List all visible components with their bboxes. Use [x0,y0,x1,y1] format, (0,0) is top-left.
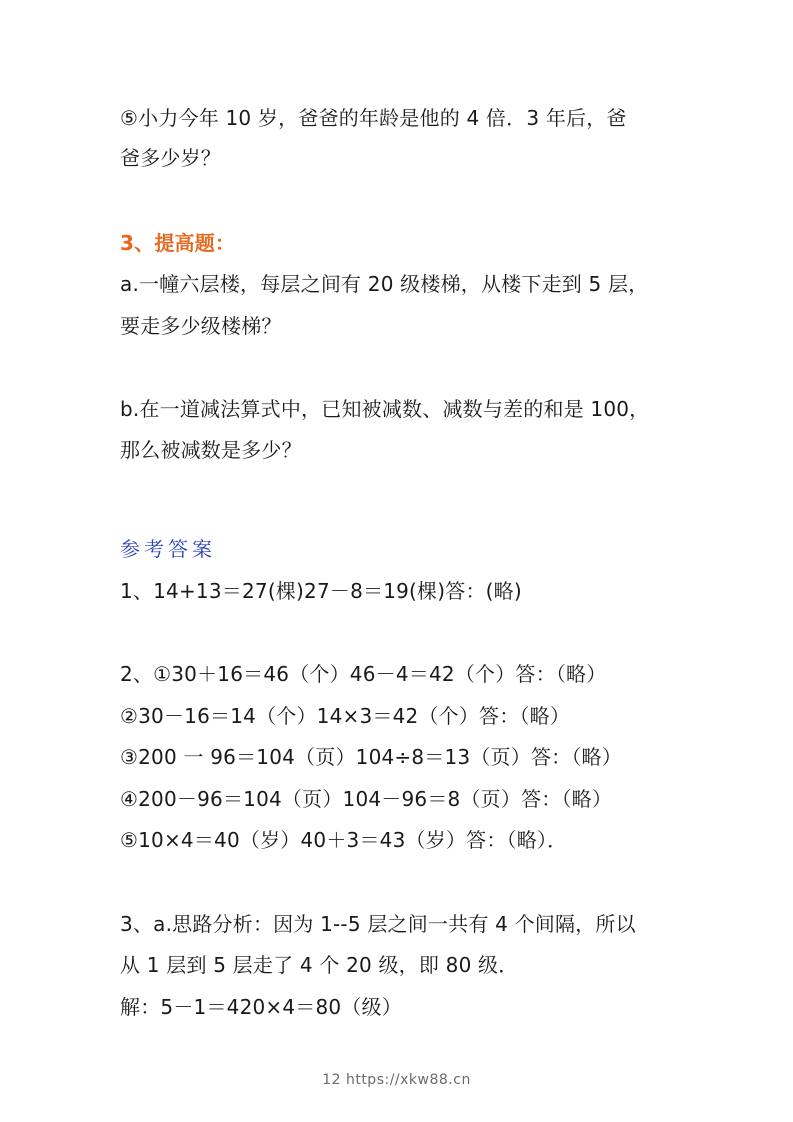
answer-1: 1、14+13＝27(棵)27－8＝19(棵)答：(略) [120,579,522,603]
page-footer: 12 https://xkw88.cn [322,1072,471,1088]
question-3b-line-2: 那么被减数是多少？ [120,438,302,462]
answer-2-1: 2、①30＋16＝46（个）46－4＝42（个）答：（略） [120,662,607,686]
answer-2-5: ⑤10×4＝40（岁）40＋3＝43（岁）答：（略）． [120,828,568,852]
answer-2-3: ③200 一 96＝104（页）104÷8＝13（页）答：（略） [120,745,622,769]
answer-3a-line-2: 从 1 层到 5 层走了 4 个 20 级，即 80 级． [120,953,519,977]
question-2-5-line-1: ⑤小力今年 10 岁，爸爸的年龄是他的 4 倍．3 年后，爸 [120,106,627,130]
answer-3a-line-3: 解：5－1＝420×4＝80（级） [120,995,402,1019]
answers-heading: 参考答案 [120,537,216,561]
question-3b-line-1: b.在一道减法算式中，已知被减数、减数与差的和是 100， [120,397,650,421]
question-3a-line-1: a.一幢六层楼，每层之间有 20 级楼梯，从楼下走到 5 层， [120,272,649,296]
question-2-5-line-2: 爸多少岁？ [120,146,221,170]
answer-3a-line-1: 3、a.思路分析：因为 1--5 层之间一共有 4 个间隔，所以 [120,912,636,936]
section-3-heading: 3、提高题： [120,231,236,255]
question-3a-line-2: 要走多少级楼梯？ [120,314,282,338]
answer-2-2: ②30－16＝14（个）14×3＝42（个）答：（略） [120,704,571,728]
answer-2-4: ④200－96＝104（页）104－96＝8（页）答：（略） [120,787,613,811]
